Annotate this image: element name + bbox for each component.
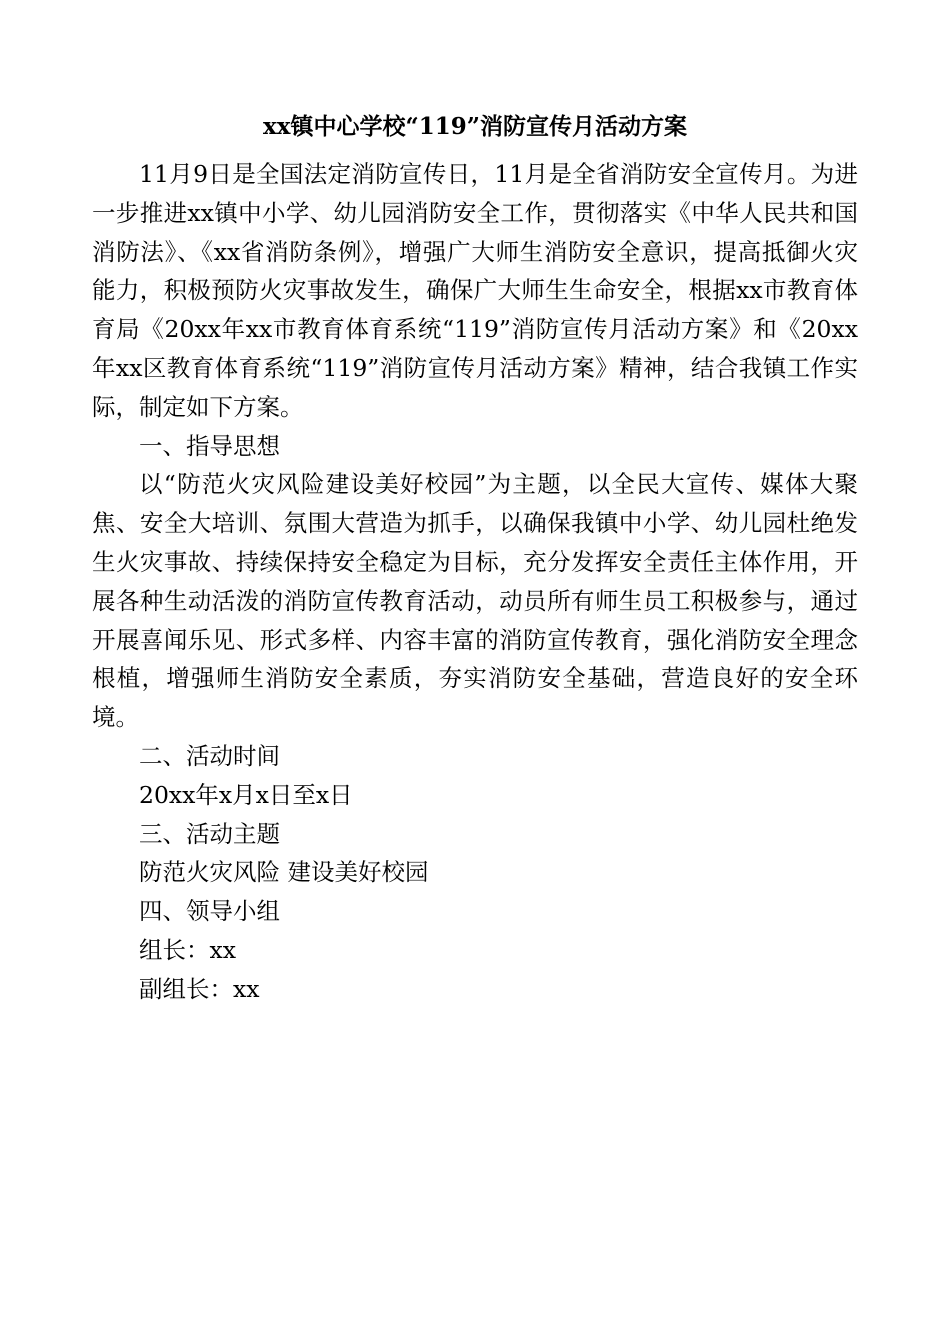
group-leader-line: 组长：xx <box>139 935 237 964</box>
document-body <box>92 155 858 1009</box>
activity-time-text: 20xx年x月x日至x日 <box>139 780 353 809</box>
guiding-ideology-paragraph: 以“防范火灾风险建设美好校园”为主题，以全民大宣传、媒体大聚焦、安全大培训、氛围大营造为抓手，以确保我镇中小学、幼儿园杜绝发生火灾事故、持续保持安全稳定为目标，充分发挥安全责任主体作用，开展各种生动活泼的消防宣传教育活动，动员所有师生员工积极参与，通过开展喜闻乐见、形式多样、内容丰富的消防宣传教育，强化消防安全理念根植，增强师生消防安全素质，夯实消防安全基础，营造良好的安全环境。 <box>92 470 858 732</box>
section-heading-activity-theme: 三、活动主题 <box>139 819 280 848</box>
section-heading-leading-group: 四、领导小组 <box>139 897 280 926</box>
section-heading-activity-time: 二、活动时间 <box>139 741 280 770</box>
intro-paragraph: 11月9日是全国法定消防宣传日，11月是全省消防安全宣传月。为进一步推进xx镇中小学、幼儿园消防安全工作，贯彻落实《中华人民共和国消防法》、《xx省消防条例》，增强广大师生消防安全意识，提高抵御火灾能力，积极预防火灾事故发生，确保广大师生生命安全，根据xx市教育体育局《20xx年xx市教育体育系统“119”消防宣传月活动方案》和《20xx年xx区教育体育系统“119”消防宣传月活动方案》精神，结合我镇工作实际，制定如下方案。 <box>92 160 858 421</box>
deputy-leader-line: 副组长：xx <box>139 974 260 1003</box>
section-heading-guiding-ideology: 一、指导思想 <box>139 431 280 460</box>
document-title: xx镇中心学校“119”消防宣传月活动方案 <box>263 113 687 140</box>
activity-theme-text: 防范火灾风险 建设美好校园 <box>139 858 429 887</box>
